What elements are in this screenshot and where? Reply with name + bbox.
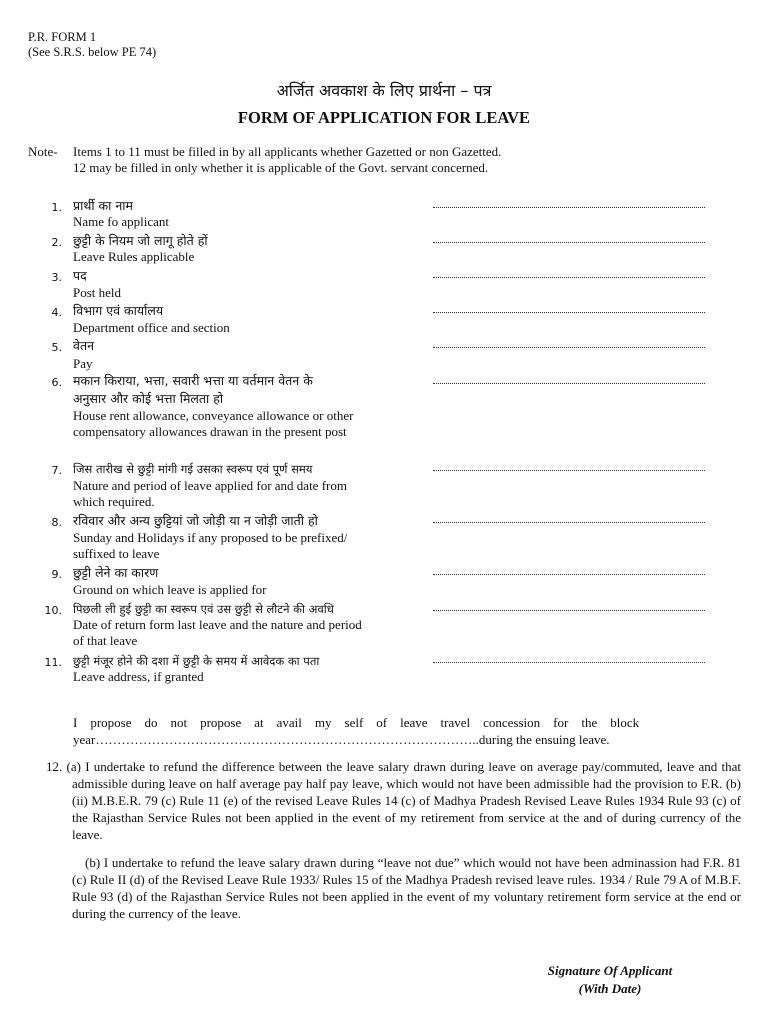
- field-line-11[interactable]: [433, 662, 705, 663]
- item-number: 3.: [51, 271, 62, 284]
- form-reference: (See S.R.S. below PE 74): [28, 45, 157, 59]
- item-hindi-label: छुट्टी मंजूर होने की दशा में छुट्टी के समय में आवेदक का पता: [73, 654, 320, 668]
- item-hindi-label: वेतन: [73, 338, 95, 353]
- item-hindi-label: मकान किराया, भत्ता, सवारी भत्ता या वर्तमान वेतन के: [73, 373, 313, 388]
- item-hindi-label: प्रार्थी का नाम: [73, 198, 134, 213]
- field-line-10[interactable]: [433, 610, 705, 611]
- item-english-label: Pay: [73, 356, 93, 371]
- undertaking-12a: [46, 758, 741, 843]
- item-hindi-label: रविवार और अन्य छुट्टियां जो जोड़ी या न जोड़ी जाती हो: [73, 513, 318, 528]
- item-number: 5.: [51, 341, 62, 354]
- item-english-label: Leave Rules applicable: [73, 249, 195, 264]
- item-hindi-label: छुट्टी के नियम जो लागू होते हों: [73, 233, 208, 248]
- item-english-label: Date of return form last leave and the nature and period of that leave: [73, 617, 362, 648]
- field-line-4[interactable]: [433, 312, 705, 313]
- item-english-label: Department office and section: [73, 320, 230, 335]
- ltc-line-1: I propose do not propose at avail my self of leave travel concession for the block: [73, 715, 640, 730]
- field-line-3[interactable]: [433, 277, 705, 278]
- item-number: 2.: [51, 236, 62, 249]
- form-number: P.R. FORM 1: [28, 30, 97, 44]
- field-line-7[interactable]: [433, 470, 705, 471]
- item-english-label: Post held: [73, 285, 122, 300]
- note-text: [73, 144, 743, 176]
- item-hindi-label: जिस तारीख से छुट्टी मांगी गई उसका स्वरूप एवं पूर्ण समय: [73, 462, 313, 476]
- item-english-label: Leave address, if granted: [73, 669, 204, 684]
- field-line-1[interactable]: [433, 207, 705, 208]
- note-line-1: Items 1 to 11 must be filled in by all applicants whether Gazetted or non Gazetted.: [73, 144, 502, 159]
- item-number: 9.: [51, 568, 62, 581]
- hindi-title: अर्जित अवकाश के लिए प्रार्थना – पत्र: [276, 81, 492, 100]
- field-line-8[interactable]: [433, 522, 705, 523]
- item-number: 8.: [51, 516, 62, 529]
- field-line-9[interactable]: [433, 574, 705, 575]
- field-line-6[interactable]: [433, 383, 705, 384]
- item-number: 1.: [51, 201, 62, 214]
- item-hindi-label-cont: अनुसार और कोई भत्ता मिलता हो: [73, 391, 224, 406]
- item-hindi-label: पिछली ली हुई छुट्टी का स्वरूप एवं उस छुट्टी से लौटने की अवधि: [73, 602, 334, 616]
- item-number: 6.: [51, 376, 62, 389]
- ltc-line-2: year……………………………………………………………………………..during the ensuing leave.: [73, 732, 610, 747]
- item-number: 10.: [44, 604, 62, 617]
- item-hindi-label: छुट्टी लेने का कारण: [73, 565, 159, 580]
- item-english-label: House rent allowance, conveyance allowance or other compensatory allowances drawan in the present post: [73, 408, 354, 439]
- undertaking-12b-text: (b) I undertake to refund the leave salary drawn during “leave not due” which would not have been adminassion had F.R. 81 (c) Rule II (d) of the Revised Leave Rule 1933/ Rules 15 of the Madhya Pradesh revised leave rules. 1934 / Rule 79 A of M.B.F. Rule 93 (d) of the Rajasthan Service Rules not been applied in the event of my voluntary retirement form service at the end or during the currency of the leave.: [72, 855, 741, 921]
- signature-label: Signature Of Applicant: [547, 963, 673, 978]
- item-hindi-label: विभाग एवं कार्यालय: [73, 303, 164, 318]
- english-title: FORM OF APPLICATION FOR LEAVE: [237, 108, 531, 127]
- item-hindi-label: पद: [73, 268, 87, 283]
- item-english-label: Ground on which leave is applied for: [73, 582, 267, 597]
- item-english-label: Name fo applicant: [73, 214, 170, 229]
- field-line-2[interactable]: [433, 242, 705, 243]
- item-number: 7.: [51, 464, 62, 477]
- item-english-label: Sunday and Holidays if any proposed to be prefixed/ suffixed to leave: [73, 530, 348, 561]
- item-number: 4.: [51, 306, 62, 319]
- undertaking-12a-text: 12. (a) I undertake to refund the difference between the leave salary drawn during leave on average pay/commuted, leave and that admissible during leave on half average pay half pay leave, which would not have been admissible had the provision to F.R. (b) (ii) M.B.E.R. 79 (c) Rule 11 (e) of the revised Leave Rules 14 (c) of Madhya Pradesh Revised Leave Rules 1934 Rule 93 (c) of the Rajasthan Service Rules not been applied in the event of my retirement from service at the and of during currency of the leave.: [46, 759, 741, 842]
- ltc-paragraph: [73, 714, 741, 748]
- undertaking-12b: [46, 854, 741, 922]
- item-english-label: Nature and period of leave applied for and date from which required.: [73, 478, 347, 509]
- signature-date-label: (With Date): [578, 981, 642, 996]
- note-label: Note-: [28, 144, 58, 159]
- item-number: 11.: [44, 656, 62, 669]
- note-line-2: 12 may be filled in only whether it is applicable of the Govt. servant concerned.: [73, 160, 489, 175]
- field-line-5[interactable]: [433, 347, 705, 348]
